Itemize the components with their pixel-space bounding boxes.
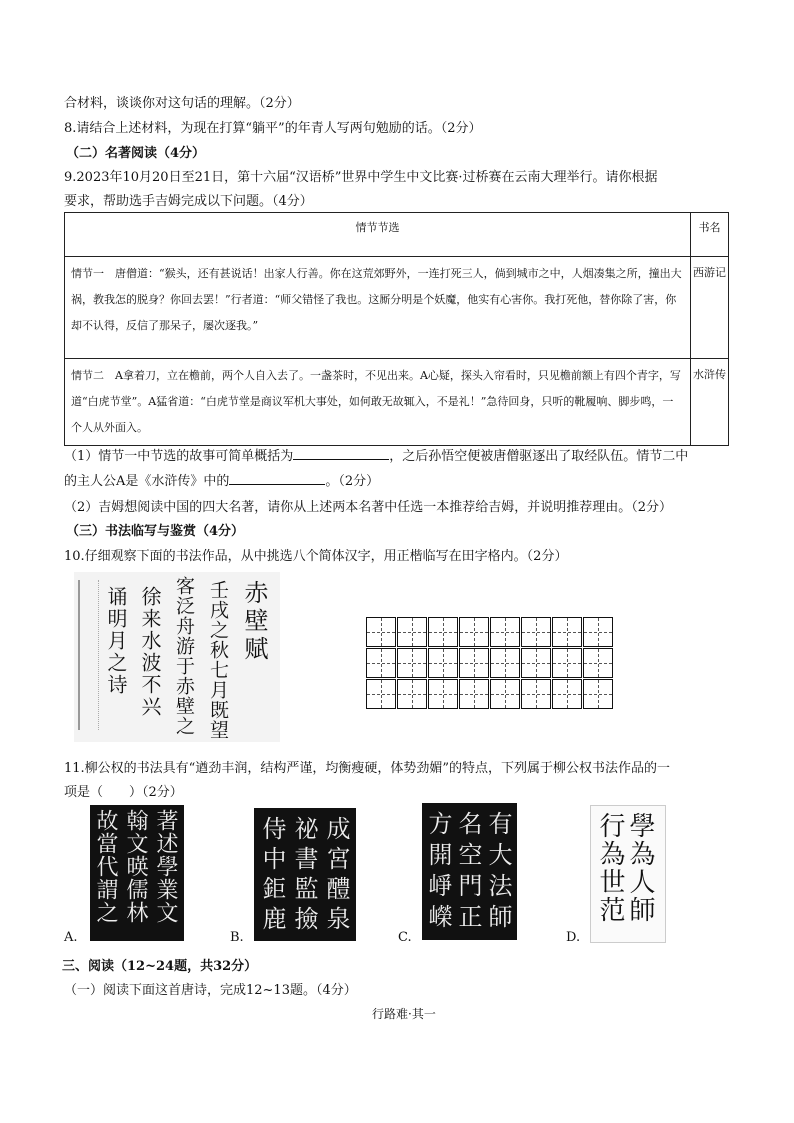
answer-blank[interactable] <box>229 472 325 485</box>
question-9-line2: 要求，帮助选手吉姆完成以下问题。（4分） <box>64 194 313 209</box>
grid-cell[interactable] <box>459 648 489 678</box>
grid-cell[interactable] <box>521 617 551 647</box>
answer-blank[interactable] <box>293 447 389 460</box>
rubbing-column: 故當代謂之 <box>93 809 118 924</box>
artwork-column: 行為世范 <box>595 812 625 924</box>
grid-cell[interactable] <box>428 617 458 647</box>
grid-cell[interactable] <box>490 679 520 709</box>
calligraphy-artwork <box>74 572 280 742</box>
grid-cell[interactable] <box>428 679 458 709</box>
rubbing-column: 侍中鉅鹿 <box>258 816 286 936</box>
calligraphy-column: 壬戌之秋七月既望 <box>207 580 229 740</box>
question-9-1-line1: （1）情节一中节选的故事可简单概括为 ，之后孙悟空便被唐僧驱逐出了取经队伍。情节二中 <box>64 449 689 464</box>
rubbing-column: 翰文暎儒林 <box>123 809 148 924</box>
rubbing-column: 有大法師 <box>484 811 512 935</box>
page-footer: 行路难·其一 <box>372 1007 436 1021</box>
artwork-column: 學為人師 <box>625 812 655 924</box>
grid-cell[interactable] <box>552 617 582 647</box>
question-8: 8.请结合上述材料，为现在打算“躺平”的年青人写两句勉励的话。（2分） <box>64 121 482 136</box>
calligraphy-column: 诵明月之诗 <box>104 586 128 696</box>
calligraphy-column: 客泛舟游于赤壁之 <box>173 576 195 736</box>
grid-cell[interactable] <box>521 679 551 709</box>
grid-cell[interactable] <box>459 679 489 709</box>
table-header-excerpt: 情节节选 <box>65 213 691 257</box>
question-9-2: （2）吉姆想阅读中国的四大名著，请你从上述两本名著中任选一本推荐给吉姆，并说明推荐理由。（2分） <box>64 500 673 515</box>
option-label-d[interactable]: D. <box>566 930 581 945</box>
section-heading-calligraphy: （三）书法临写与鉴赏（4分） <box>66 524 245 539</box>
excerpt-table <box>64 212 729 446</box>
book-2: 水浒传 <box>691 359 729 446</box>
rubbing-column: 著述學業文 <box>153 809 178 924</box>
option-label-c[interactable]: C. <box>398 930 412 945</box>
grid-cell[interactable] <box>583 617 613 647</box>
grid-cell[interactable] <box>366 617 396 647</box>
option-b-rubbing[interactable] <box>254 808 356 941</box>
grid-cell[interactable] <box>490 617 520 647</box>
excerpt-2: 情节二 A拿着刀，立在檐前，两个人自入去了。一盏茶时，不见出来。A心疑，探头入帘看时，只见檐前额上有四个青字，写道“白虎节堂”。A猛省道：“白虎节堂是商议军机大事处，如何敢无故辄入，不是礼！”急待回身，只听的靴履响、脚步鸣，一个人从外面入。 <box>65 359 691 446</box>
grid-cell[interactable] <box>397 617 427 647</box>
question-9-line1: 9.2023年10月20日至21日，第十六届“汉语桥”世界中学生中文比赛·过桥赛在云南大理举行。请你根据 <box>64 170 658 185</box>
question-10: 10.仔细观察下面的书法作品，从中挑选八个简体汉字，用正楷临写在田字格内。（2分） <box>64 549 568 564</box>
excerpt-1: 情节一 唐僧道：“猴头，还有甚说话！出家人行善。你在这荒郊野外，一连打死三人，倘到城市之中，人烟凑集之所，撞出大祸，教我怎的脱身？你回去罢！”行者道：“师父错怪了我也。这厮分明是个妖魔，他实有心害你。我打死他，替你除了害，你却不认得，反信了那呆子，屡次逐我。” <box>65 257 691 359</box>
question-11-line1: 11.柳公权的书法具有“遒劲丰润，结构严谨，均衡瘦硬，体势劲媚”的特点，下列属于柳公权书法作品的一 <box>64 761 670 776</box>
book-1: 西游记 <box>691 257 729 359</box>
grid-cell[interactable] <box>490 648 520 678</box>
scroll-border <box>78 580 99 730</box>
grid-cell[interactable] <box>366 679 396 709</box>
grid-cell[interactable] <box>521 648 551 678</box>
rubbing-column: 成宮醴泉 <box>322 816 350 936</box>
table-header-book: 书名 <box>691 213 729 257</box>
text-line: 合材料，谈谈你对这句话的理解。（2分） <box>64 96 300 111</box>
grid-cell[interactable] <box>366 648 396 678</box>
option-label-a[interactable]: A. <box>64 930 78 945</box>
grid-cell[interactable] <box>552 648 582 678</box>
section-heading-classics: （二）名著阅读（4分） <box>66 146 206 161</box>
option-label-b[interactable]: B. <box>230 930 244 945</box>
grid-cell[interactable] <box>459 617 489 647</box>
grid-cell[interactable] <box>397 679 427 709</box>
grid-cell[interactable] <box>583 679 613 709</box>
rubbing-column: 名空門正 <box>454 811 482 935</box>
calligraphy-column: 赤壁赋 <box>240 580 268 664</box>
question-9-1-line2: 的主人公A是《水浒传》中的 。（2分） <box>64 474 380 489</box>
rubbing-column: 方開崢嶸 <box>424 811 452 935</box>
calligraphy-column: 徐来水波不兴 <box>138 586 162 718</box>
grid-cell[interactable] <box>397 648 427 678</box>
grid-cell[interactable] <box>583 648 613 678</box>
grid-cell[interactable] <box>552 679 582 709</box>
option-a-rubbing[interactable] <box>90 805 184 941</box>
option-d-artwork[interactable] <box>590 805 666 943</box>
option-c-rubbing[interactable] <box>422 803 517 940</box>
question-11-line2: 项是（ ）（2分） <box>64 785 183 800</box>
grid-cell[interactable] <box>428 648 458 678</box>
rubbing-column: 祕書監撿 <box>290 816 318 936</box>
reading-instruction: （一）阅读下面这首唐诗，完成12~13题。（4分） <box>64 983 357 998</box>
section-heading-reading: 三、阅读（12~24题，共32分） <box>62 959 258 974</box>
